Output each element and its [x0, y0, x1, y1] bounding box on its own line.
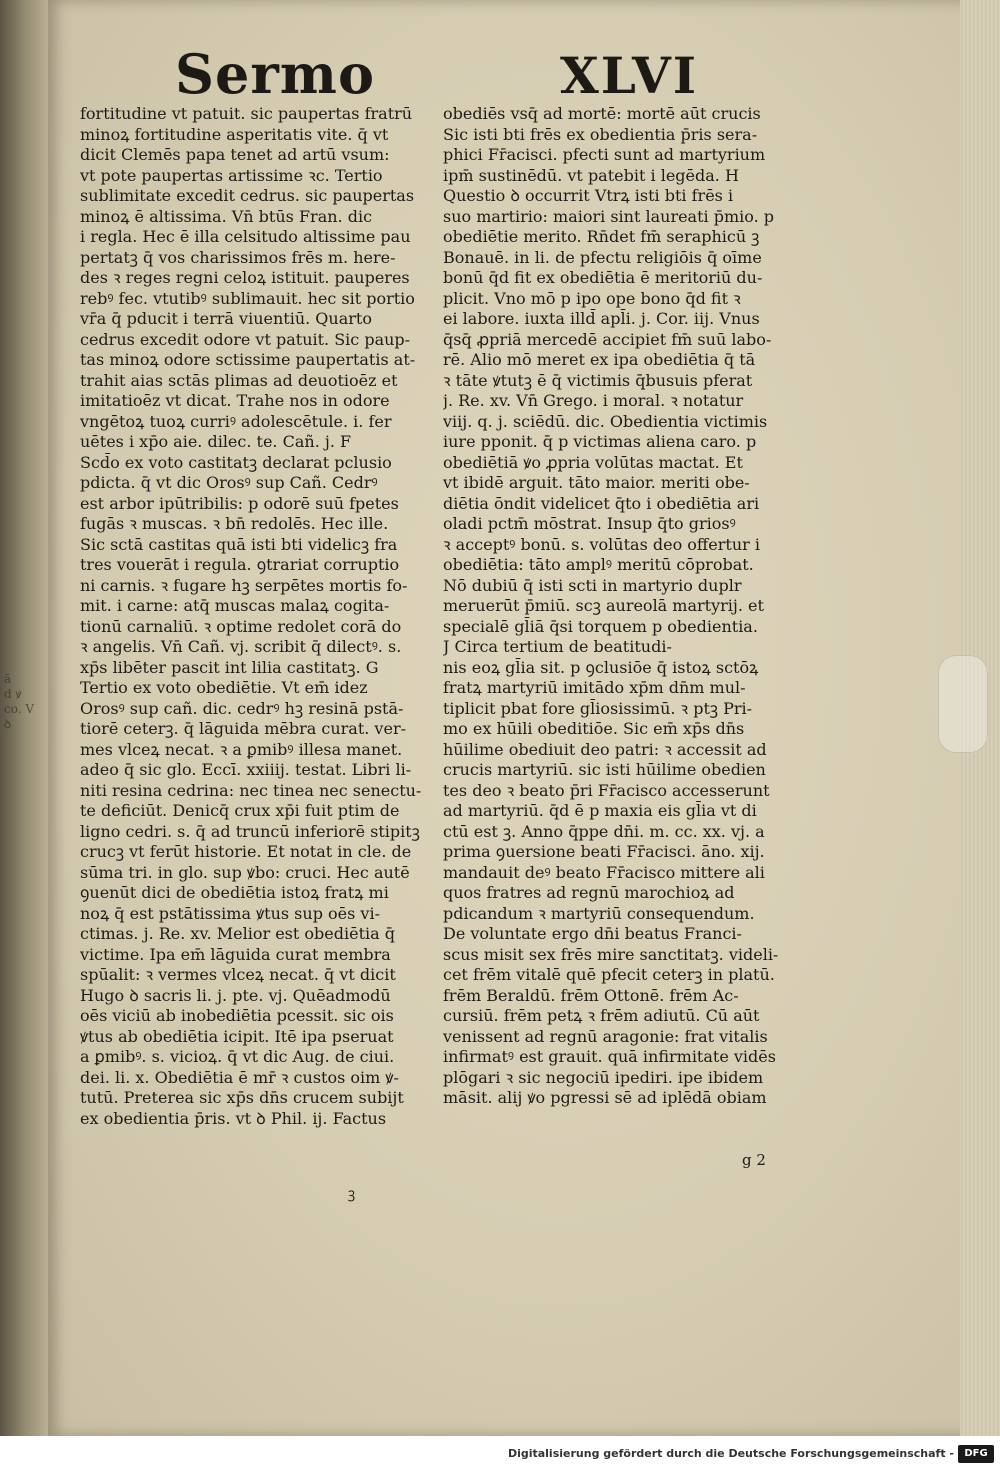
text-line: venissent ad regnū aragonie: frat vitalis	[443, 1026, 768, 1046]
text-line: pdicta. q̄ vt dic Orosꝰ sup Cañ. Cedrꝰ	[80, 473, 378, 492]
text-line: iure pponit. q̄ p victimas aliena caro. p	[443, 432, 757, 451]
text-line: est arbor ipūtribilis: p odorē suū fpetes	[80, 493, 399, 513]
text-line: crucꝫ vt ferūt historie. Et notat in cle. de	[80, 842, 412, 861]
text-line: vt pote paupertas artissime ꝛc. Tertio	[80, 165, 383, 185]
text-line: J Circa tertium de beatitudi-	[443, 637, 672, 656]
text-line: Sic sctā castitas quā isti bti videlicꝫ fra	[80, 534, 398, 554]
text-line: tiplicit pbat fore gl̄iosissimū. ꝛ ptꝫ Pri-	[443, 698, 753, 718]
stray-ink-mark: ꝫ	[348, 1186, 356, 1202]
text-line: ctū est ꝫ. Anno q̄ppe dn̄i. m. cc. xx. vj. a	[443, 821, 765, 841]
text-line: pertatꝫ q̄ vos charissimos frēs m. here-	[80, 247, 396, 267]
text-line: vngētoꝝ tuoꝝ curriꝰ adolescētule. i. fer	[80, 411, 392, 431]
text-line: plicit. Vno mō p ipo ope bono q̄d fit ꝛ	[443, 288, 741, 308]
funding-credit: Digitalisierung gefördert durch die Deutsche Forschungsgemeinschaft -	[507, 1447, 954, 1460]
text-line: Questio ꝺ occurrit Vtrꝝ isti bti frēs i	[443, 186, 734, 205]
text-line: obediētie merito. Rn̄det fm̄ seraphicū ꝫ	[443, 227, 760, 246]
text-line: ctimas. j. Re. xv. Melior est obediētia q̄	[80, 924, 395, 943]
text-line: uētes i xp̄o aie. dilec. te. Cañ. j. F	[80, 432, 352, 451]
text-line: ni carnis. ꝛ fugare hꝫ serpētes mortis fo-	[80, 575, 408, 595]
text-line: tas minoꝝ odore sctissime paupertatis at-	[80, 350, 416, 369]
text-line: mit. i carne: atq̄ muscas malaꝝ cogita-	[80, 596, 390, 615]
text-line: sublimitate excedit cedrus. sic paupertas	[80, 186, 415, 205]
margin-fragment: ā d ꝟ co. V ꝺ	[4, 672, 35, 731]
text-line: nis eoꝝ gl̄ia sit. p ꝯclusiōe q̄ istoꝝ sctōꝝ	[443, 657, 759, 677]
text-line: vt ibidē arguit. tāto maior. meriti obe-	[443, 473, 750, 492]
text-line: māsit. alij ꝟo pgressi sē ad iplēdā obiam	[443, 1088, 767, 1107]
text-line: ei labore. iuxta illd̄ apl̄i. j. Cor. iij. Vnus	[443, 309, 760, 328]
text-line: trahit aias sctās plimas ad deuotioēz et	[80, 370, 398, 390]
folio-number: XLVI	[560, 46, 699, 105]
text-line: obediēs vsq̄ ad mortē: mortē aūt crucis	[443, 104, 761, 123]
text-line: viij. q. j. sciēdū. dic. Obedientia victimis	[443, 411, 768, 431]
text-line: Sic isti bti frēs ex obedientia p̄ris sera-	[443, 124, 758, 144]
text-line: rebꝰ fec. vtutibꝰ sublimauit. hec sit portio	[80, 288, 415, 308]
text-line: Bonauē. in li. de pfectu religiōis q̄ oīme	[443, 247, 762, 267]
text-line: ꝯuenūt dici de obediētia istoꝝ fratꝝ mi	[80, 883, 389, 902]
text-line: j. Re. xv. Vn̄ Grego. i moral. ꝛ notatur	[443, 391, 744, 410]
text-line: Nō dubiū q̄ isti scti in martyrio duplr	[443, 575, 742, 595]
text-line: cedrus excedit odore vt patuit. Sic paup-	[80, 329, 411, 349]
text-line: De voluntate ergo dn̄i beatus Franci-	[443, 924, 742, 943]
text-line: cet frēm vitalē quē pfecit ceterꝫ in platū.	[443, 965, 775, 984]
text-line: ad martyriū. q̄d ē p maxia eis gl̄ia vt di	[443, 801, 757, 820]
text-line: a ꝑmibꝰ. s. vicioꝝ. q̄ vt dic Aug. de ciui.	[80, 1047, 395, 1066]
text-line: cursiū. frēm petꝝ ꝛ frēm adiutū. Cū aūt	[443, 1006, 760, 1025]
text-line: plōgari ꝛ sic negociū ipediri. ipe ibidem	[443, 1067, 764, 1087]
text-line: des ꝛ reges regni celoꝝ istituit. pauperes	[80, 268, 410, 287]
page-clip	[938, 655, 988, 753]
text-line: spūalit: ꝛ vermes vlceꝝ necat. q̄ vt dicit	[80, 965, 396, 984]
text-line: tionū carnaliū. ꝛ optime redolet corā do	[80, 616, 402, 636]
text-line: Tertio ex voto obediētie. Vt em̄ idez	[80, 678, 368, 697]
text-line: ex obedientia p̄ris. vt ꝺ Phil. ij. Factus	[80, 1108, 387, 1128]
text-line: suo martirio: maiori sint laureati p̄mio. p	[443, 206, 775, 226]
text-line: i regla. Hec ē illa celsitudo altissime pau	[80, 227, 411, 246]
text-line: phici Fr̄acisci. pfecti sunt ad martyrium	[443, 145, 766, 164]
text-line: bonū q̄d fit ex obediētia ē meritoriū du-	[443, 268, 763, 287]
text-line: ꝟtus ab obediētia icipit. Itē ipa pseruat	[80, 1026, 394, 1046]
text-line: adeo q̄ sic glo. Eccī. xxiiij. testat. Libri li-	[80, 760, 412, 779]
text-line: dei. li. x. Obediētia ē mr̄ ꝛ custos oim ꝟ-	[80, 1067, 399, 1087]
text-line: specialē gl̄iā q̄si torquem p obedientia.	[443, 616, 758, 636]
text-line: diētia ōndit videlicet q̄to i obediētia ari	[443, 493, 760, 513]
text-line: q̄sq̄ ꝓpriā mercedē accipiet fm̄ suū labo-	[443, 329, 772, 349]
footer-bar	[0, 1436, 1000, 1474]
text-line: minoꝝ ē altissima. Vn̄ btūs Fran. dic	[80, 206, 373, 226]
text-line: hūilime obediuit deo patri: ꝛ accessit ad	[443, 739, 767, 759]
text-line: victime. Ipa em̄ lāguida curat membra	[80, 944, 391, 964]
text-line: ligno cedri. s. q̄ ad truncū inferiorē stipitꝫ	[80, 821, 420, 841]
text-line: tutū. Preterea sic xp̄s dn̄s crucem subijt	[80, 1088, 404, 1107]
text-line: crucis martyriū. sic isti hūilime obedien	[443, 760, 766, 779]
text-line: oladi pctm̄ mōstrat. Insup q̄to griosꝰ	[443, 514, 736, 533]
text-line: ꝛ angelis. Vn̄ Cañ. vj. scribit q̄ dilectꝰ. s.	[80, 637, 402, 656]
text-line: frēm Beraldū. frēm Ottonē. frēm Ac-	[443, 985, 739, 1005]
text-line: tes deo ꝛ beato p̄ri Fr̄acisco accesserunt	[443, 780, 770, 800]
text-line: infirmatꝰ est grauit. quā infirmitate vidēs	[443, 1047, 776, 1066]
text-line: meruerūt p̄miū. scꝫ aureolā martyrij. et	[443, 596, 764, 615]
text-line: minoꝝ fortitudine asperitatis vite. q̄ vt	[80, 124, 389, 144]
text-line: ꝛ tāte ꝟtutꝫ ē q̄ victimis q̄busuis pferat	[443, 370, 753, 390]
text-column-left	[80, 104, 435, 1129]
text-line: noꝝ q̄ est pstātissima ꝟtus sup oēs vi-	[80, 903, 380, 923]
text-line: ipm̄ sustinēdū. vt patebit i legēda. H	[443, 165, 739, 185]
text-line: niti resina cedrina: nec tinea nec senectu-	[80, 780, 422, 800]
text-line: oēs viciū ab inobediētia pcessit. sic ois	[80, 1006, 394, 1025]
running-header-left: Sermo	[175, 42, 375, 106]
text-line: Scd̄o ex voto castitatꝫ declarat pclusio	[80, 452, 392, 472]
text-line: scus misit sex frēs mire sanctitatꝫ. videli-	[443, 944, 779, 964]
text-line: mandauit deꝰ beato Fr̄acisco mittere ali	[443, 862, 765, 882]
text-column-right	[443, 104, 798, 1109]
text-line: te deficiūt. Denicq̄ crux xp̄i fuit ptim de	[80, 801, 400, 820]
text-line: Orosꝰ sup cañ. dic. cedrꝰ hꝫ resinā pstā-	[80, 698, 404, 718]
text-line: obediētia: tāto amplꝰ meritū cōprobat.	[443, 555, 754, 574]
signature-mark: g 2	[742, 1151, 766, 1169]
text-line: mo ex hūili obeditiōe. Sic em̄ xp̄s dn̄s	[443, 719, 745, 738]
text-line: fugās ꝛ muscas. ꝛ bn̄ redolēs. Hec ille.	[80, 514, 389, 533]
text-line: fratꝝ martyriū imitādo xp̄m dn̄m mul-	[443, 678, 746, 697]
text-line: sūma tri. in glo. sup ꝟbo: cruci. Hec autē	[80, 862, 410, 882]
text-line: Hugo ꝺ sacris li. j. pte. vj. Quēadmodū	[80, 985, 391, 1005]
text-line: tiorē ceterꝫ. q̄ lāguida mēbra curat. ver-	[80, 719, 406, 738]
text-line: vr̄a q̄ pducit i terrā viuentiū. Quarto	[80, 309, 372, 328]
text-line: dicit Clemēs papa tenet ad artū vsum:	[80, 145, 390, 164]
text-line: obediētiā ꝟo ꝓpria volūtas mactat. Et	[443, 452, 743, 472]
text-line: prima ꝯuersione beati Fr̄acisci. āno. xij.	[443, 842, 765, 861]
text-line: pdicandum ꝛ martyriū consequendum.	[443, 903, 755, 923]
text-line: fortitudine vt patuit. sic paupertas fratrū	[80, 104, 413, 123]
text-line: ꝛ acceptꝰ bonū. s. volūtas deo offertur i	[443, 534, 761, 554]
text-line: mes vlceꝝ necat. ꝛ a ꝑmibꝰ illesa manet.	[80, 739, 403, 759]
text-line: rē. Alio mō meret ex ipa obediētia q̄ tā	[443, 350, 756, 369]
text-line: quos fratres ad regnū marochioꝝ ad	[443, 883, 735, 902]
text-line: tres vouerāt i regula. ꝯtrariat corruptio	[80, 555, 400, 574]
text-line: imitatioēz vt dicat. Trahe nos in odore	[80, 391, 390, 410]
dfg-logo: DFG	[958, 1445, 994, 1463]
text-line: xp̄s libēter pascit int lilia castitatꝫ. G	[80, 657, 379, 677]
